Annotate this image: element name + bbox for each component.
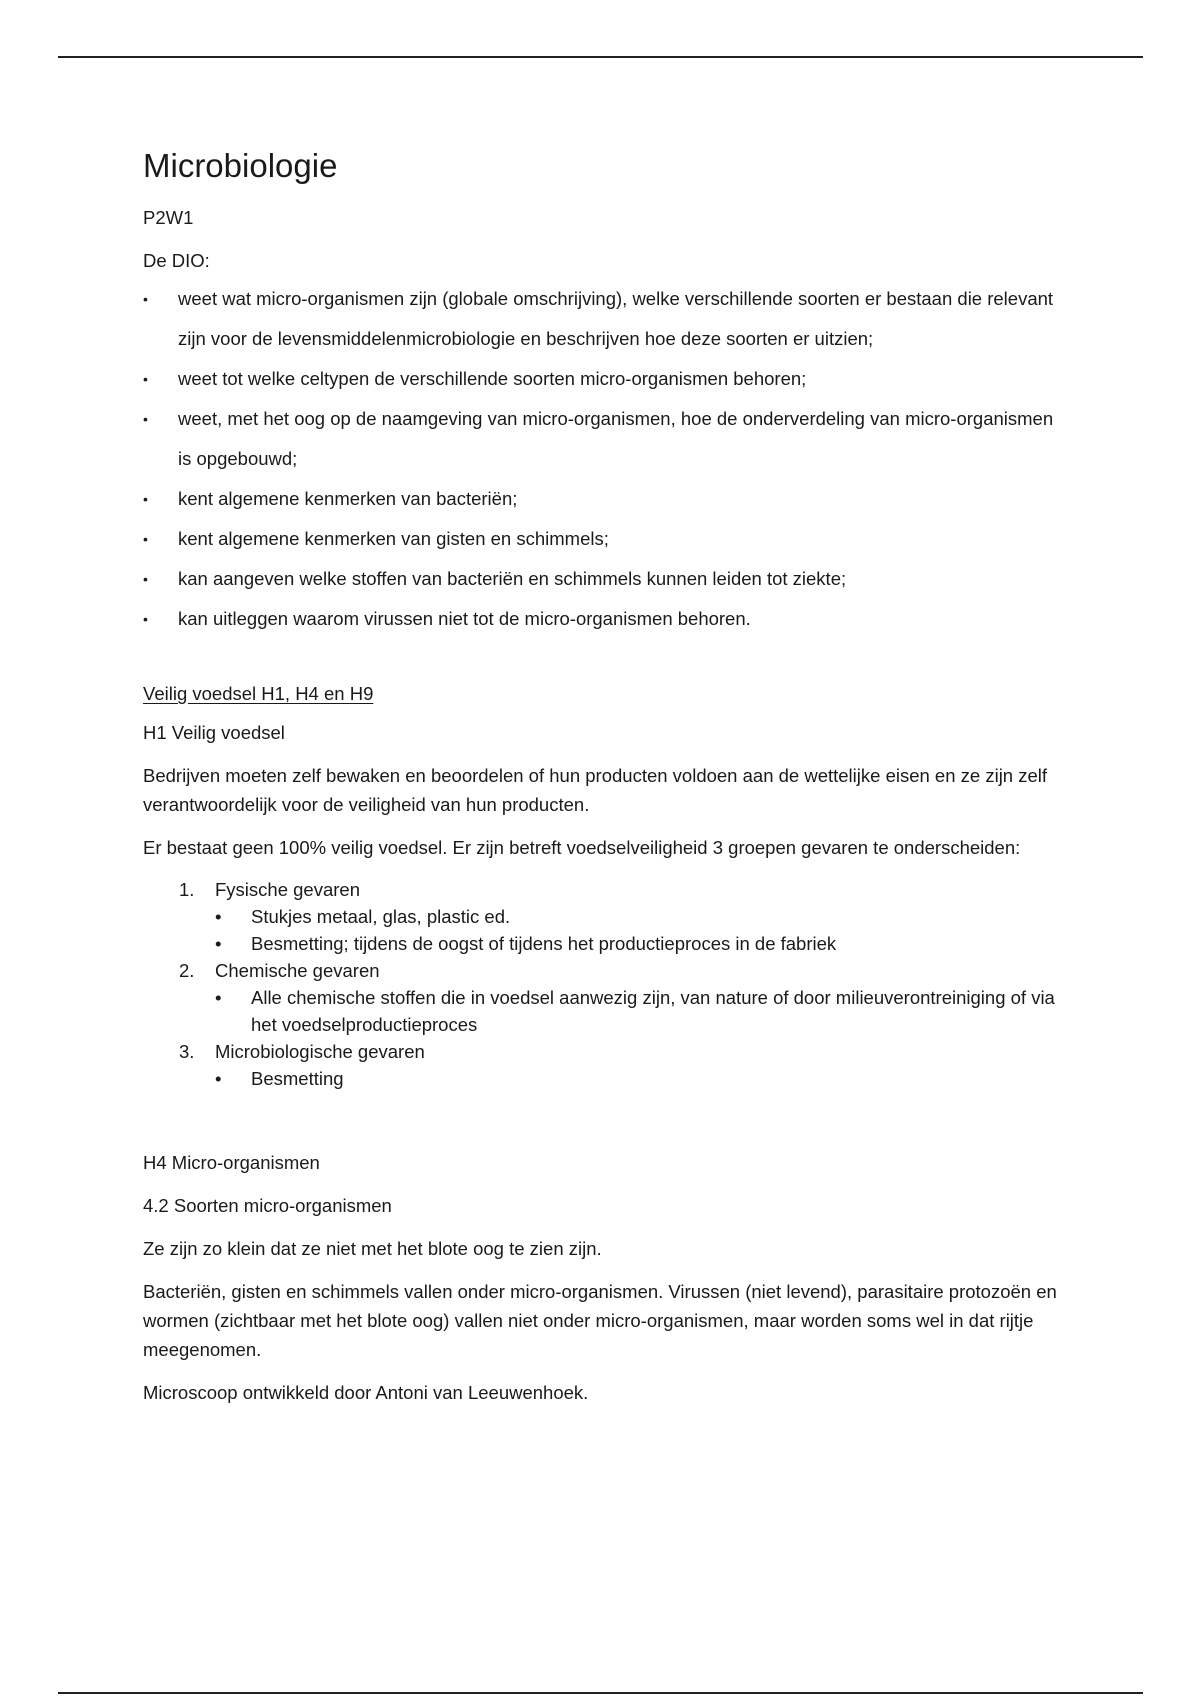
dio-item-text: kan uitleggen waarom virussen niet tot de micro-organismen behoren.: [178, 608, 751, 629]
list-item: [143, 559, 1063, 599]
hazard-number: 2.: [179, 960, 195, 981]
hazard-subitem: Besmetting; tijdens de oogst of tijdens het productieproces in de fabriek: [251, 933, 837, 954]
bullet-icon: •: [215, 906, 222, 927]
hazard-item: [143, 1038, 1063, 1092]
hazard-sublist: [215, 1065, 1063, 1092]
bullet-icon: •: [215, 933, 222, 954]
course-code: P2W1: [143, 207, 194, 228]
h4-paragraph: Ze zijn zo klein dat ze niet met het blote oog te zien zijn.: [143, 1238, 602, 1259]
dio-item-text: kent algemene kenmerken van bacteriën;: [178, 488, 518, 509]
list-item: [215, 1065, 1063, 1092]
bottom-rule: [58, 1692, 1143, 1694]
page-title: Microbiologie: [143, 147, 338, 184]
bullet-icon: •: [143, 531, 148, 547]
bullet-icon: •: [215, 1068, 222, 1089]
dio-item-text: kan aangeven welke stoffen van bacteriën en schimmels kunnen leiden tot ziekte;: [178, 568, 847, 589]
list-item: [215, 903, 1063, 930]
h1-paragraph: Er bestaat geen 100% veilig voedsel. Er zijn betreft voedselveiligheid 3 groepen gevaren te onderscheiden:: [143, 837, 1021, 858]
hazard-sublist: [215, 903, 1063, 957]
dio-item-text: weet tot welke celtypen de verschillende soorten micro-organismen behoren;: [178, 368, 807, 389]
bullet-icon: •: [143, 411, 148, 427]
bullet-icon: •: [143, 291, 148, 307]
hazard-list: [143, 876, 1063, 1092]
dio-item-text: weet, met het oog op de naamgeving van micro-organismen, hoe de onderverdeling van micro-organismen is opgebouwd;: [178, 408, 1054, 469]
hazard-label: Microbiologische gevaren: [215, 1041, 425, 1062]
h1-heading: H1 Veilig voedsel: [143, 722, 285, 743]
list-item: [143, 399, 1063, 479]
dio-list: [143, 279, 1063, 639]
dio-item-text: weet wat micro-organismen zijn (globale omschrijving), welke verschillende soorten er bestaan die relevant zijn voor de levensmiddelenmicrobiologie en beschrijven hoe deze soorten er uitzien;: [178, 288, 1054, 349]
h4-subheading: 4.2 Soorten micro-organismen: [143, 1195, 392, 1216]
hazard-label: Chemische gevaren: [215, 960, 380, 981]
hazard-sublist: [215, 984, 1063, 1038]
hazard-number: 3.: [179, 1041, 195, 1062]
h4-paragraph: Bacteriën, gisten en schimmels vallen onder micro-organismen. Virussen (niet levend), parasitaire protozoën en wormen (zichtbaar met het blote oog) vallen niet onder micro-organismen, maar worden soms wel in dat rijtje meegenomen.: [143, 1281, 1057, 1360]
bullet-icon: •: [143, 371, 148, 387]
h4-paragraph: Microscoop ontwikkeld door Antoni van Leeuwenhoek.: [143, 1382, 589, 1403]
list-item: [143, 519, 1063, 559]
hazard-label: Fysische gevaren: [215, 879, 360, 900]
list-item: [215, 930, 1063, 957]
hazard-subitem: Stukjes metaal, glas, plastic ed.: [251, 906, 511, 927]
dio-intro: De DIO:: [143, 250, 210, 271]
dio-item-text: kent algemene kenmerken van gisten en schimmels;: [178, 528, 609, 549]
bullet-icon: •: [143, 491, 148, 507]
bullet-icon: •: [143, 611, 148, 627]
document-body: [143, 145, 1063, 1421]
hazard-number: 1.: [179, 879, 195, 900]
h4-heading: H4 Micro-organismen: [143, 1152, 320, 1173]
section-heading: Veilig voedsel H1, H4 en H9: [143, 683, 374, 704]
hazard-item: [143, 876, 1063, 957]
list-item: [143, 279, 1063, 359]
bullet-icon: •: [143, 571, 148, 587]
list-item: [215, 984, 1063, 1038]
hazard-subitem: Besmetting: [251, 1068, 344, 1089]
h1-paragraph: Bedrijven moeten zelf bewaken en beoordelen of hun producten voldoen aan de wettelijke eisen en ze zijn zelf verantwoordelijk voor de veiligheid van hun producten.: [143, 765, 1048, 815]
hazard-subitem: Alle chemische stoffen die in voedsel aanwezig zijn, van nature of door milieuverontreiniging of via het voedselproductieproces: [251, 987, 1055, 1035]
list-item: [143, 479, 1063, 519]
bullet-icon: •: [215, 987, 222, 1008]
list-item: [143, 359, 1063, 399]
hazard-item: [143, 957, 1063, 1038]
top-rule: [58, 56, 1143, 58]
list-item: [143, 599, 1063, 639]
